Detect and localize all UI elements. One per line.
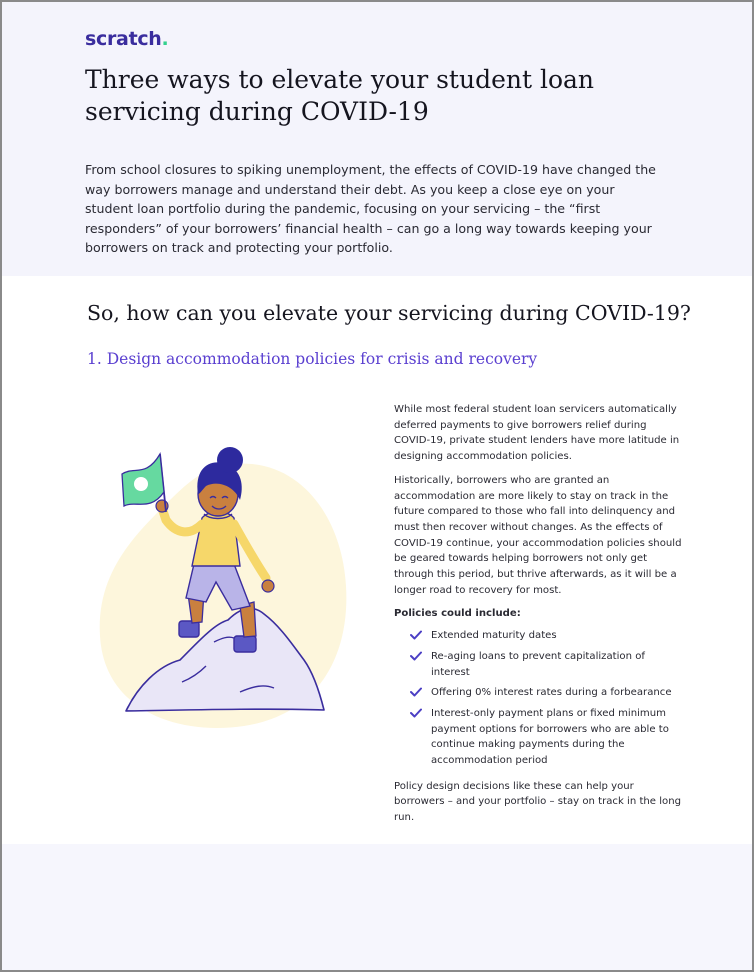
- intro-paragraph: From school closures to spiking unemployment, the effects of COVID-19 have changed the way borrowers manage and understand their debt. As you keep a close eye on your student loan portfolio during the pandemic, focusing on your servicing – the “first responders” of your borrowers’ financial health – can go a long way towards keeping your borrowers on track and protecting your portfolio.: [85, 162, 656, 255]
- check-icon: [410, 687, 422, 697]
- body-paragraph: While most federal student loan servicers automatically deferred payments to give borrowers relief during COVID-19, private student lenders have more latitude in designing accommodation policies.: [394, 404, 680, 463]
- check-icon: [410, 651, 422, 661]
- header: [2, 2, 752, 276]
- check-icon: [410, 708, 422, 718]
- page-title: Three ways to elevate your student loan servicing during COVID-19: [85, 65, 595, 126]
- closing-paragraph: Policy design decisions like these can help your borrowers – and your portfolio – stay on track in the long run.: [394, 780, 681, 824]
- section-subheading: 1. Design accommodation policies for crisis and recovery: [87, 350, 538, 368]
- check-icon: [410, 630, 422, 640]
- section-heading: So, how can you elevate your servicing during COVID-19?: [87, 301, 691, 325]
- climber-illustration: [94, 446, 364, 736]
- scratch-logo: scratch.: [85, 28, 169, 50]
- list-item: Re-aging loans to prevent capitalization of interest: [394, 649, 684, 680]
- content-section: [2, 276, 752, 844]
- body-paragraph: Historically, borrowers who are granted an accommodation are more likely to stay on track in the future compared to those who fall into delinquency and must then recover without changes. As the effects of COVID-19 continue, your accommodation policies should be geared towards helping borrowers not only get through this period, but thrive afterwards, as it will be a longer road to recovery for most.: [394, 474, 682, 596]
- policies-list: [394, 628, 684, 769]
- policies-heading: Policies could include:: [394, 608, 521, 620]
- list-item: Interest-only payment plans or fixed minimum payment options for borrowers who are able to continue making payments during the accommodation period: [394, 706, 684, 769]
- list-item: Offering 0% interest rates during a forbearance: [394, 685, 684, 701]
- body-text-column: [394, 402, 684, 834]
- list-item: Extended maturity dates: [394, 628, 684, 644]
